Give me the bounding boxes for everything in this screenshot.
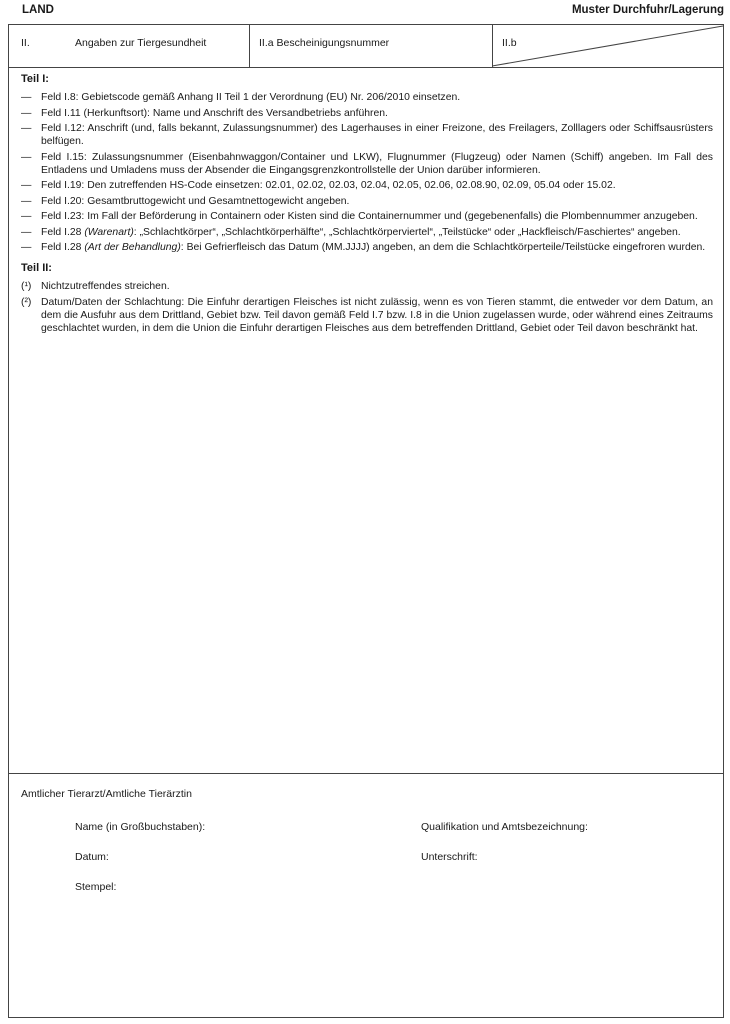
list-dash: —: [21, 151, 32, 163]
certificate-number-label: II.a Bescheinigungsnummer: [259, 37, 390, 49]
notes-body: [21, 73, 713, 337]
signature-field-label: Unterschrift:: [421, 851, 478, 863]
certificate-frame: [8, 24, 724, 1018]
teil2-list: [21, 280, 713, 335]
date-field-label: Datum:: [75, 851, 109, 863]
signature-divider: [9, 773, 723, 774]
item-text-pre: Feld I.19: Den zutreffenden HS-Code einsetzen: 02.01, 02.02, 02.03, 02.04, 02.05, 02.06, 02.08.90, 02.09, 05.04 oder 15.02.: [41, 180, 616, 191]
section-number: II.: [21, 37, 30, 49]
item-text-pre: Feld I.23: Im Fall der Beförderung in Containern oder Kisten sind die Containernummer und (gegebenenfalls) die Plombennummer anzugeben.: [41, 211, 698, 222]
country-header: LAND: [22, 4, 54, 16]
section-header-row: [9, 25, 723, 68]
item-text-pre: Feld I.12: Anschrift (und, falls bekannt, Zulassungsnummer) des Lagerhauses in einer Freizone, des Freilagers, Zolllagers oder Schiffsausrüsters belfügen.: [41, 123, 713, 147]
list-dash: —: [21, 242, 32, 253]
teil1-item: [21, 195, 713, 208]
certificate-number-cell: [249, 25, 493, 67]
footnote-text: Datum/Daten der Schlachtung: Die Einfuhr derartigen Fleisches ist nicht zulässig, wenn es von Tieren stammt, die entweder vor dem Datum, an dem die Ausfuhr aus dem Drittland, Gebiet bzw. Teil davon gemäß Feld I.7 bzw. I.8 in die Union zugelassen wurde, oder während eines Zeitraums geschlachtet wurden, in dem die Union die Einfuhr derartigen Fleisches aus dem betreffenden Drittland, Gebiet oder Teil davon beschränkt hat.: [41, 296, 713, 334]
footnote-text: Nichtzutreffendes streichen.: [41, 281, 170, 292]
item-text-pre: Feld I.8: Gebietscode gemäß Anhang II Teil 1 der Verordnung (EU) Nr. 206/2010 einsetzen.: [41, 92, 461, 103]
list-dash: —: [21, 123, 32, 134]
qualification-field-label: Qualifikation und Amtsbezeichnung:: [421, 821, 588, 833]
teil1-item: [21, 179, 713, 192]
section-number-cell: [9, 25, 250, 67]
item-text-em: (Art der Behandlung): [84, 242, 181, 253]
signature-block-title: Amtlicher Tierarzt/Amtliche Tierärztin: [21, 788, 192, 800]
teil1-item: [21, 210, 713, 223]
list-dash: —: [21, 180, 32, 191]
item-text-pre: Feld I.28: [41, 242, 85, 253]
item-text-pre: Feld I.11 (Herkunftsort): Name und Anschrift des Versandbetriebs anführen.: [41, 107, 388, 119]
section-title: Angaben zur Tiergesundheit: [75, 37, 207, 49]
teil1-list: [21, 91, 713, 254]
footnote-mark: (²): [21, 296, 32, 308]
footnote-item: [21, 280, 713, 293]
item-text-pre: Feld I.15: Zulassungsnummer (Eisenbahnwaggon/Container und LKW), Flugnummer (Flugzeug) oder Namen (Schiff) angeben. Im Fall des Entladens und Umladens muss der Absender die Eingangsgrenzkontrollstelle der Union darüber informieren.: [41, 151, 713, 176]
teil1-item: [21, 91, 713, 104]
item-text-em: (Warenart): [84, 226, 134, 238]
teil1-item: [21, 122, 713, 148]
model-header: Muster Durchfuhr/Lagerung: [571, 4, 724, 16]
item-text-post: : „Schlachtkörper“, „Schlachtkörperhälfte“, „Schlachtkörperviertel“, „Teilstücke“ oder „Hackfleisch/Faschiertes“ angeben.: [133, 226, 681, 238]
item-text-post: : Bei Gefrierfleisch das Datum (MM.JJJJ) angeben, an dem die Schlachtkörperteile/Teilstücke eingefroren wurden.: [180, 242, 706, 253]
list-dash: —: [21, 226, 32, 238]
teil2-heading: Teil II:: [21, 262, 52, 274]
teil1-item: [21, 107, 713, 120]
item-text-pre: Feld I.28: [41, 226, 85, 238]
list-dash: —: [21, 92, 32, 103]
diagonal-strike-line: [492, 25, 723, 67]
iib-label: II.b: [502, 37, 517, 49]
footnote-mark: (¹): [21, 281, 32, 292]
teil1-item: [21, 151, 713, 177]
list-dash: —: [21, 107, 32, 119]
item-text-pre: Feld I.20: Gesamtbruttogewicht und Gesamtnettogewicht angeben.: [41, 195, 350, 207]
teil1-item: [21, 241, 713, 254]
name-field-label: Name (in Großbuchstaben):: [75, 821, 206, 833]
stamp-field-label: Stempel:: [75, 881, 117, 893]
teil1-item: [21, 226, 713, 239]
footnote-item: [21, 296, 713, 335]
teil1-heading: Teil I:: [21, 73, 49, 85]
list-dash: —: [21, 195, 32, 207]
iib-cell: [492, 25, 723, 67]
list-dash: —: [21, 211, 32, 222]
